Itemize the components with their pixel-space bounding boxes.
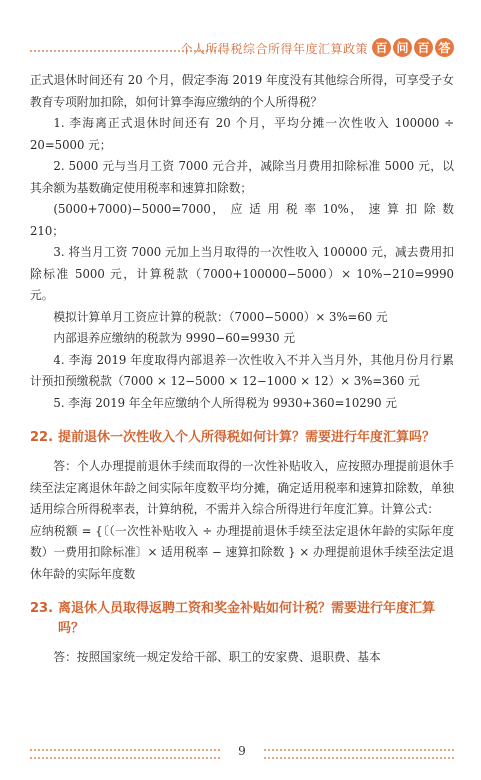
- page-number: 9: [238, 744, 246, 758]
- footer-rule-right: [264, 749, 454, 759]
- running-header: [30, 38, 454, 60]
- header-badge: 百: [414, 38, 433, 57]
- step-4: 4. 李海 2019 年度取得内部退养一次性收入不并入当月外，其他月份月行累计预扣预缴税款（7000 × 12−5000 × 12−1000 × 12）× 3%=360 元: [30, 352, 454, 388]
- question-22-answer: 答：个人办理提前退休手续而取得的一次性补贴收入，应按照办理提前退休手续至法定离退休年龄之间实际年度数平均分摊，确定适用税率和速算扣除数，单独适用综合所得税率表，计算纳税，不需并入综合所得进行年度汇算。计算公式：: [30, 459, 454, 516]
- step-2-calculation: (5000+7000)−5000=7000， 应 适 用 税 率 10%， 速 算 扣 除 数 210；: [30, 202, 454, 238]
- step-5: 5. 李海 2019 年全年应缴纳个人所得税为 9930+360=10290 元: [53, 395, 397, 410]
- simulated-tax-line: 模拟计算单月工资应计算的税款：（7000−5000）× 3%=60 元: [53, 309, 388, 324]
- question-22-heading: [30, 428, 454, 448]
- question-number: 23.: [30, 601, 54, 616]
- step-2: 2. 5000 元与当月工资 7000 元合并，减除当月费用扣除标准 5000 元，以其余额为基数确定使用税率和速算扣除数；: [30, 159, 454, 195]
- step-3: 3. 将当月工资 7000 元加上当月取得的一次性收入 100000 元，减去费用扣除标准 5000 元，计算税款（7000+100000−5000）× 10%−210=9990 元。: [30, 245, 454, 302]
- question-title: 提前退休一次性收入个人所得税如何计算？需要进行年度汇算吗？: [58, 430, 436, 445]
- body-paragraph: 正式退休时间还有 20 个月，假定李海 2019 年度没有其他综合所得，可享受子女教育专项附加扣除，如何计算李海应缴纳的个人所得税？: [30, 73, 454, 109]
- header-badge: 问: [393, 38, 412, 57]
- question-number: 22.: [30, 430, 54, 445]
- question-23-heading: [30, 599, 454, 639]
- page-footer: [30, 744, 454, 764]
- step-1: 1. 李海离正式退休时间还有 20 个月，平均分摊一次性收入 100000 ÷ 20=5000 元；: [30, 116, 454, 152]
- header-badges: [372, 38, 454, 57]
- question-22-formula: 应纳税额 = {〔（一次性补贴收入 ÷ 办理提前退休手续至法定退休年龄的实际年度数）一费用扣除标准〕× 适用税率 − 速算扣除数 } × 办理提前退休手续至法定退休年龄的实际年度数: [30, 523, 454, 581]
- header-badge: 答: [435, 38, 454, 57]
- question-23-answer: 答：按照国家统一规定发给干部、职工的安家费、退职费、基本: [53, 650, 381, 664]
- question-title: 离退休人员取得返聘工资和奖金补贴如何计税？需要进行年度汇算吗？: [58, 601, 436, 636]
- internal-retirement-tax-line: 内部退养应缴纳的税款为 9990−60=9930 元: [53, 331, 296, 345]
- header-badge: 百: [372, 38, 391, 57]
- header-title: 个人所得税综合所得年度汇算政策: [180, 42, 368, 56]
- page-body: [30, 70, 454, 669]
